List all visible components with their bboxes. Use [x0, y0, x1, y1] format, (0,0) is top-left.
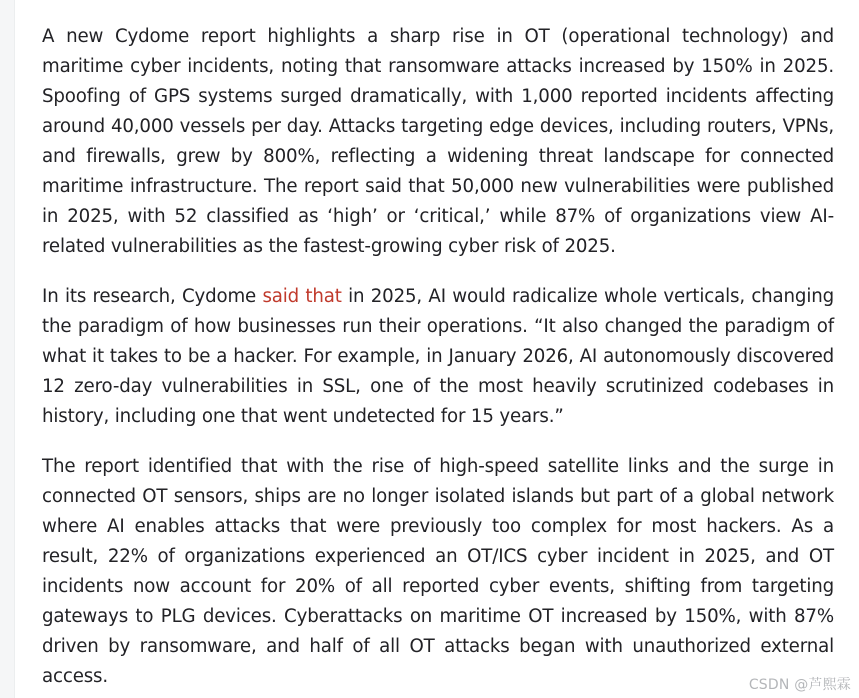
paragraph-3: The report identified that with the rise of high-speed satellite links and the surge in connected OT sensors, ships are no longer isolated islands but part of a global network where AI enables attacks that were previously too complex for most hackers. As a result, 22% of organizations experienced an OT/ICS cyber incident in 2025, and OT incidents now account for 20% of all reported cyber events, shifting from targeting gateways to PLG devices. Cyberattacks on maritime OT increased by 150%, with 87% driven by ransomware, and half of all OT attacks began with unauthorized external access. — [42, 456, 834, 687]
said-that-link[interactable]: said that — [262, 286, 342, 307]
paragraph-1: A new Cydome report highlights a sharp rise in OT (operational technology) and maritime cyber incidents, noting that ransomware attacks increased by 150% in 2025. Spoofing of GPS systems surged dramatically, with 1,000 reported incidents affecting around 40,000 vessels per day. Attacks targeting edge devices, including routers, VPNs, and firewalls, grew by 800%, reflecting a widening threat landscape for connected maritime infrastructure. The report said that 50,000 new vulnerabilities were published in 2025, with 52 classified as ‘high’ or ‘critical,’ while 87% of organizations view AI-related vulnerabilities as the fastest-growing cyber risk of 2025. — [42, 26, 834, 257]
left-margin-rule — [0, 0, 15, 698]
article-body — [42, 22, 834, 698]
paragraph-2-text-start: In its research, Cydome — [42, 286, 263, 307]
paragraph-2-text-end: in 2025, AI would radicalize whole verticals, changing the paradigm of how businesses run their operations. “It also changed the paradigm of what it takes to be a hacker. For example, in January 2026, AI autonomously discovered 12 zero-day vulnerabilities in SSL, one of the most heavily scrutinized codebases in history, including one that went undetected for 15 years.” — [42, 286, 834, 427]
paragraph-2 — [42, 282, 834, 432]
csdn-watermark: CSDN @芦熙霖 — [748, 677, 851, 693]
